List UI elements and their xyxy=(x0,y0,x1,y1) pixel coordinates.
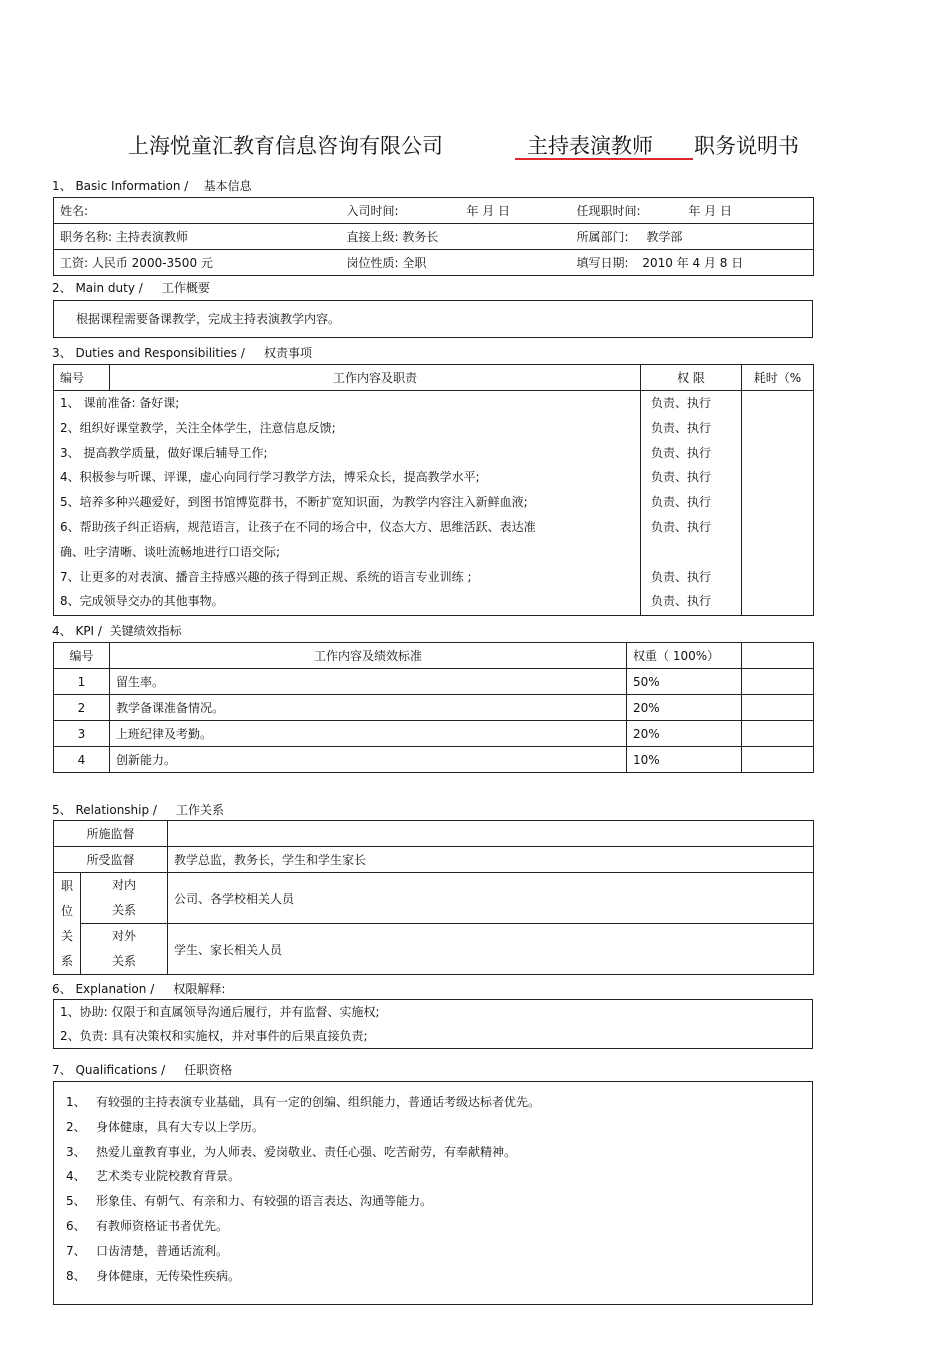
section-kpi-title: 4、 KPI / 关键绩效指标 xyxy=(52,624,182,638)
role-underline xyxy=(515,158,693,160)
join-date-value: 年 月 日 xyxy=(466,204,511,218)
external-value: 学生、家长相关人员 xyxy=(168,924,814,975)
document-title xyxy=(0,128,950,164)
list-item xyxy=(54,1214,812,1239)
qual-text: 有较强的主持表演专业基础，具有一定的创编、组织能力，普通话考级达标者优先。 xyxy=(96,1095,541,1109)
section-explanation-title: 6、 Explanation / 权限解释: xyxy=(52,982,226,996)
authority-value: 负责、执行 xyxy=(651,420,712,435)
main-duty-text: 根据课程需要备课教学，完成主持表演教学内容。 xyxy=(76,312,341,326)
qualifications-box xyxy=(53,1081,813,1305)
authority-value: 负责、执行 xyxy=(651,396,712,410)
fill-date-value: 2010 年 4 月 8 日 xyxy=(642,256,744,270)
qual-number: 8、 xyxy=(66,1268,86,1283)
list-item: 8、完成领导交办的其他事物。 xyxy=(60,594,224,609)
kpi-content: 留生率。 xyxy=(110,669,627,695)
explanation-line: 1、协助: 仅限于和直属领导沟通后履行，并有监督、实施权; xyxy=(60,1005,380,1019)
external-label xyxy=(81,924,168,975)
internal-value: 公司、各学校相关人员 xyxy=(168,873,814,924)
kpi-table xyxy=(53,642,814,773)
table-row xyxy=(54,695,814,721)
main-duty-box xyxy=(53,300,813,338)
table-row xyxy=(54,721,814,747)
col-header-no: 编号 xyxy=(54,643,110,669)
kpi-blank xyxy=(742,669,814,695)
relationship-table xyxy=(53,820,814,975)
list-item xyxy=(54,1090,812,1115)
department-value: 教学部 xyxy=(646,230,683,244)
job-relation-char: 位 xyxy=(60,903,73,918)
col-header-content: 工作内容及职责 xyxy=(110,365,641,391)
qual-number: 1、 xyxy=(66,1095,86,1109)
authority-value: 负责、执行 xyxy=(651,470,712,485)
fill-date-cell xyxy=(571,250,814,276)
duties-content-cell xyxy=(54,391,641,616)
list-item xyxy=(54,1264,812,1289)
qual-number: 6、 xyxy=(66,1218,86,1233)
table-row xyxy=(54,821,814,847)
duties-authority-cell xyxy=(641,391,742,616)
authority-value: 负责、执行 xyxy=(651,594,712,609)
table-row xyxy=(54,224,814,250)
salary: 工资: 人民币 2000-3500 元 xyxy=(54,250,341,276)
internal-label-line: 对内 xyxy=(112,878,137,892)
kpi-no: 4 xyxy=(54,747,110,773)
qual-text: 热爱儿童教育事业，为人师表、爱岗敬业、责任心强、吃苦耐劳，有奉献精神。 xyxy=(96,1144,517,1159)
table-row xyxy=(54,747,814,773)
internal-label xyxy=(81,873,168,924)
title-suffix: 职务说明书 xyxy=(694,134,799,158)
kpi-no: 3 xyxy=(54,721,110,747)
list-item: 7、让更多的对表演、播音主持感兴趣的孩子得到正规、系统的语言专业训练 ; xyxy=(60,569,472,584)
list-item: 6、帮助孩子纠正语病，规范语言，让孩子在不同的场合中，仪态大方、思维活跃、表达准 xyxy=(60,519,536,534)
duties-body-row xyxy=(54,391,814,616)
department-cell xyxy=(571,224,814,250)
kpi-weight: 20% xyxy=(627,721,742,747)
join-date-label: 入司时间: xyxy=(346,204,399,218)
kpi-content: 教学备课准备情况。 xyxy=(110,695,627,721)
company-name: 上海悦童汇教育信息咨询有限公司 xyxy=(128,134,443,158)
external-label-line: 关系 xyxy=(112,954,137,968)
col-header-no: 编号 xyxy=(54,365,110,391)
col-header-blank xyxy=(742,643,814,669)
supervised-label: 所受监督 xyxy=(54,847,168,873)
col-header-weight: 权重（ 100%） xyxy=(627,643,742,669)
authority-value: 负责、执行 xyxy=(651,445,712,460)
qual-text: 身体健康，无传染性疾病。 xyxy=(96,1268,241,1283)
duties-time-cell xyxy=(742,391,814,616)
basic-info-table xyxy=(53,197,814,276)
qual-text: 艺术类专业院校教育背景。 xyxy=(96,1169,241,1184)
position-title: 职务名称: 主持表演教师 xyxy=(54,224,341,250)
qual-text: 口齿清楚，普通话流利。 xyxy=(96,1243,229,1258)
authority-value: 负责、执行 xyxy=(651,495,712,510)
kpi-no: 1 xyxy=(54,669,110,695)
section-qualifications-title: 7、 Qualifications / 任职资格 xyxy=(52,1063,233,1077)
table-row xyxy=(54,873,814,924)
kpi-content: 创新能力。 xyxy=(110,747,627,773)
section-relationship-title: 5、 Relationship / 工作关系 xyxy=(52,803,225,817)
authority-value: 负责、执行 xyxy=(651,519,712,534)
appoint-date-value: 年 月 日 xyxy=(688,204,733,218)
authority-value xyxy=(651,540,731,565)
table-row xyxy=(54,669,814,695)
table-row xyxy=(54,250,814,276)
job-nature: 岗位性质: 全职 xyxy=(341,250,571,276)
job-relation-char: 系 xyxy=(60,953,73,968)
list-item xyxy=(54,1140,812,1165)
qual-text: 有教师资格证书者优先。 xyxy=(96,1218,229,1233)
list-item xyxy=(54,1164,812,1189)
list-item: 3、 提高教学质量，做好课后辅导工作; xyxy=(60,445,268,460)
explanation-line: 2、负责: 具有决策权和实施权，并对事件的后果直接负责; xyxy=(60,1029,368,1043)
list-item: 确、吐字清晰、谈吐流畅地进行口语交际; xyxy=(60,544,281,559)
supervise-label: 所施监督 xyxy=(54,821,168,847)
col-header-time: 耗时（% xyxy=(742,365,814,391)
department-label: 所属部门: xyxy=(576,230,629,244)
list-item: 4、积极参与听课、评课，虚心向同行学习教学方法，博采众长，提高教学水平; xyxy=(60,470,480,485)
section-duties-title: 3、 Duties and Responsibilities / 权责事项 xyxy=(52,346,312,360)
explanation-box xyxy=(53,999,813,1049)
list-item xyxy=(54,1115,812,1140)
table-row xyxy=(54,847,814,873)
job-relation-char: 关 xyxy=(60,928,73,943)
qual-number: 7、 xyxy=(66,1243,86,1258)
table-header-row xyxy=(54,643,814,669)
appoint-date-cell xyxy=(571,198,814,224)
section-basic-info-title: 1、 Basic Information / 基本信息 xyxy=(52,179,252,193)
internal-label-line: 关系 xyxy=(112,903,137,917)
list-item: 1、 课前准备: 备好课; xyxy=(60,396,180,410)
table-row xyxy=(54,198,814,224)
list-item xyxy=(54,1189,812,1214)
qual-number: 5、 xyxy=(66,1194,86,1209)
qual-text: 形象佳、有朝气、有亲和力、有较强的语言表达、沟通等能力。 xyxy=(96,1194,433,1209)
qual-number: 3、 xyxy=(66,1144,86,1159)
section-main-duty-title: 2、 Main duty / 工作概要 xyxy=(52,281,210,295)
list-item xyxy=(54,1239,812,1264)
kpi-content: 上班纪律及考勤。 xyxy=(110,721,627,747)
role-name: 主持表演教师 xyxy=(527,134,653,158)
kpi-weight: 50% xyxy=(627,669,742,695)
kpi-no: 2 xyxy=(54,695,110,721)
supervise-value xyxy=(168,821,814,847)
fill-date-label: 填写日期: xyxy=(576,256,629,270)
kpi-weight: 10% xyxy=(627,747,742,773)
duties-table xyxy=(53,364,814,616)
job-relation-label xyxy=(54,873,81,975)
appoint-date-label: 任现职时间: xyxy=(576,204,641,218)
col-header-authority: 权 限 xyxy=(641,365,742,391)
qual-number: 2、 xyxy=(66,1119,86,1134)
direct-superior: 直接上级: 教务长 xyxy=(341,224,571,250)
name-label: 姓名: xyxy=(54,198,341,224)
qual-text: 身体健康，具有大专以上学历。 xyxy=(96,1119,265,1134)
list-item: 5、培养多种兴趣爱好，到图书馆博览群书，不断扩宽知识面，为教学内容注入新鲜血液; xyxy=(60,495,528,510)
kpi-blank xyxy=(742,747,814,773)
kpi-weight: 20% xyxy=(627,695,742,721)
table-row xyxy=(54,924,814,975)
job-relation-char: 职 xyxy=(60,878,73,893)
kpi-blank xyxy=(742,721,814,747)
kpi-blank xyxy=(742,695,814,721)
col-header-content: 工作内容及绩效标准 xyxy=(110,643,627,669)
qual-number: 4、 xyxy=(66,1169,86,1184)
table-header-row xyxy=(54,365,814,391)
supervised-value: 教学总监，教务长，学生和学生家长 xyxy=(168,847,814,873)
join-date-cell xyxy=(341,198,571,224)
authority-value: 负责、执行 xyxy=(651,569,712,584)
external-label-line: 对外 xyxy=(112,929,137,943)
list-item: 2、组织好课堂教学，关注全体学生，注意信息反馈; xyxy=(60,420,336,435)
